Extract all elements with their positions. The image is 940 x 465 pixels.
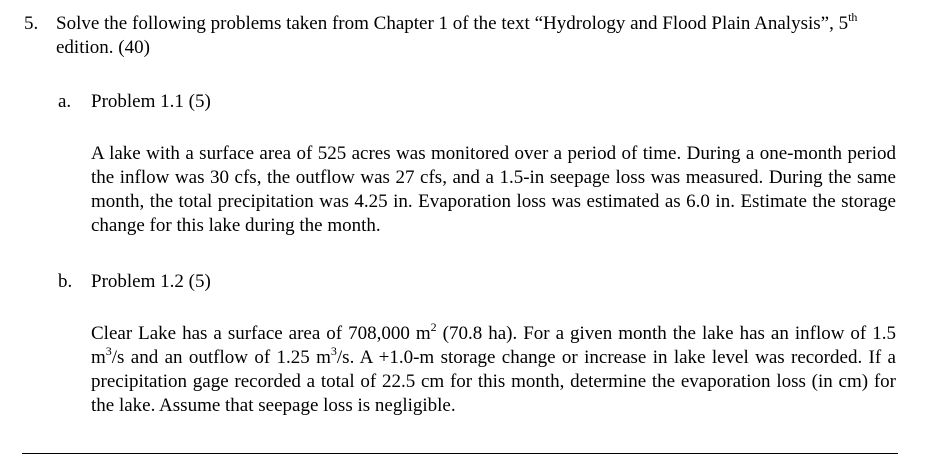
part-b-body <box>91 319 896 418</box>
part-b-body-3: /s and an outflow of 1.25 m <box>111 347 331 368</box>
part-b-label: b. <box>58 271 73 292</box>
question-text-part1: Solve the following problems taken from Chapter 1 of the text “Hydrology and Flood Plain Analysis”, 5 <box>56 13 849 34</box>
part-b-sup-3: 3 <box>330 343 337 358</box>
part-a-title: Problem 1.1 (5) <box>91 91 211 112</box>
question-number: 5. <box>24 13 39 34</box>
part-a-body: A lake with a surface area of 525 acres was monitored over a period of time. During a one-month period the inflow was 30 cfs, the outflow was 27 cfs, and a 1.5-in seepage loss was measured. During the same month, the total precipitation was 4.25 in. Evaporation loss was estimated as 6.0 in. Estimate the storage change for this lake during the month. <box>91 143 896 236</box>
part-b-sup-2: 3 <box>105 343 112 358</box>
bottom-rule <box>22 453 898 454</box>
part-b-title: Problem 1.2 (5) <box>91 271 211 292</box>
part-b-body-1: Clear Lake has a surface area of 708,000 m <box>91 323 431 344</box>
question-text-part2: edition. (40) <box>56 37 150 58</box>
part-b-sup-1: 2 <box>430 319 437 334</box>
part-b-body-4: /s. A +1.0-m storage change or increase in lake level was recorded. If a precipitation gage recorded a total of 22.5 cm for this month, determine the evaporation loss (in cm) for the lake. Assume that seepage loss is negligible. <box>91 347 896 416</box>
part-a-label: a. <box>58 91 72 112</box>
question-text <box>56 9 906 60</box>
edition-superscript: th <box>848 9 858 24</box>
part-b-body-2: (70.8 ha). For a given month the lake has an inflow of 1.5 m <box>91 323 896 368</box>
